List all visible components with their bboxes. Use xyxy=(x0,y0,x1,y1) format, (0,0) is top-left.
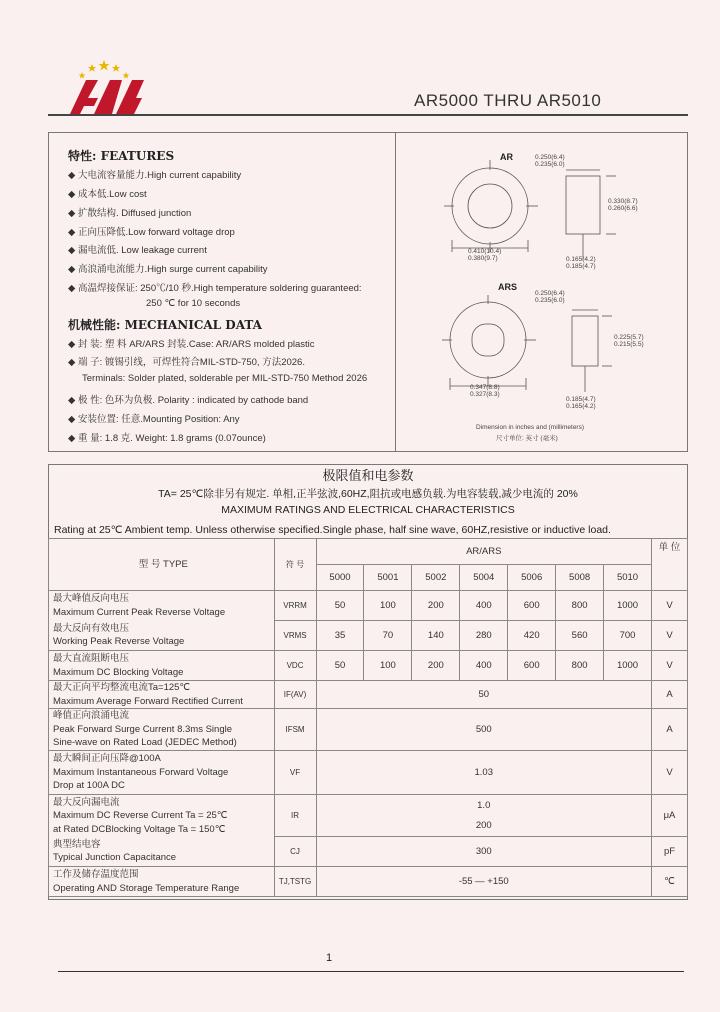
row-value: 140 xyxy=(412,621,460,651)
row-value: 100 xyxy=(364,591,412,621)
ar-dim-lead: 0.165(4.2) 0.185(4.7) xyxy=(566,256,596,270)
ar-label: AR xyxy=(500,152,513,162)
table-row xyxy=(49,795,688,837)
row-value: 200 xyxy=(412,591,460,621)
row-value: 100 xyxy=(364,651,412,681)
row-en2: at Rated DCBlocking Voltage Ta = 150℃ xyxy=(53,823,226,835)
table-row xyxy=(49,591,688,621)
row-value: 400 xyxy=(460,651,508,681)
bullet-icon: ◆ xyxy=(68,283,76,294)
rating-note: Rating at 25℃ Ambient temp. Unless otherwise specified.Single phase, half sine wave, 60HZ,resistive or inductive load. xyxy=(54,524,611,536)
row-value: 400 xyxy=(460,591,508,621)
row-en: Maximum Instantaneous Forward Voltage xyxy=(53,766,229,778)
bullet-icon: ◆ xyxy=(68,170,76,181)
ars-dim-body: 0.225(5.7) 0.215(5.5) xyxy=(614,334,644,348)
row-en: Operating AND Storage Temperature Range xyxy=(53,882,240,894)
table-row xyxy=(49,751,688,795)
feature-item: ◆ 大电流容量能力.High current capability xyxy=(68,170,242,181)
ratings-ta-note: TA= 25℃除非另有规定. 单相,正半弦波,60HZ,阻抗或电感负载.为电容装载,减少电流的 20% xyxy=(158,488,578,500)
row-unit: V xyxy=(651,591,687,621)
row-en: Maximum DC Blocking Voltage xyxy=(53,666,184,678)
features-title: 特性: FEATURES xyxy=(68,149,175,163)
row-value: 50 xyxy=(316,651,364,681)
row-en: Maximum DC Reverse Current Ta = 25℃ xyxy=(53,810,228,821)
header-rule xyxy=(48,114,688,116)
row-symbol: IR xyxy=(274,795,316,837)
row-en: Typical Junction Capacitance xyxy=(53,852,177,864)
bullet-icon: ◆ xyxy=(68,395,76,406)
bullet-icon: ◆ xyxy=(68,339,76,350)
ars-dim-top: 0.250(6.4) 0.235(6.0) xyxy=(535,290,565,304)
footer-rule xyxy=(58,971,684,972)
row-unit: V xyxy=(651,751,687,795)
bullet-icon: ◆ xyxy=(68,245,76,256)
feature-item: ◆ 高浪涌电流能力.High surge current capability xyxy=(68,264,268,275)
mechanical-title: 机械性能: MECHANICAL DATA xyxy=(68,318,262,332)
row-cn: 工作及储存温度范围 xyxy=(53,869,139,880)
ar-inner-circle xyxy=(468,184,512,228)
row-value: 700 xyxy=(604,621,652,651)
mechanical-item: ◆ 重 量: 1.8 克. Weight: 1.8 grams (0.07ounce) xyxy=(68,433,266,444)
table-row xyxy=(49,621,688,651)
feature-item: ◆ 扩散结构. Diffused junction xyxy=(68,208,192,219)
table-row xyxy=(49,867,688,897)
row-unit: A xyxy=(651,681,687,709)
row-symbol: VDC xyxy=(274,651,316,681)
row-value: 50 xyxy=(316,681,651,709)
row-cn: 最大峰值反向电压 xyxy=(53,593,130,605)
row-cn: 最大正向平均整流电流Ta=125℃ xyxy=(53,682,191,693)
ar-dim-circle: 0.410(10.4) 0.380(9.7) xyxy=(468,248,502,262)
row-unit: V xyxy=(651,621,687,651)
row-value: 800 xyxy=(556,651,604,681)
header-family: AR/ARS xyxy=(316,539,651,565)
ars-side-body xyxy=(572,316,598,366)
feature-item: ◆ 成本低.Low cost xyxy=(68,189,147,200)
ratings-table xyxy=(48,538,688,897)
row-value: 1.03 xyxy=(316,751,651,795)
company-logo xyxy=(64,58,148,118)
ars-dim-lead: 0.185(4.7) 0.165(4.2) xyxy=(566,396,596,410)
model-cell: 5004 xyxy=(460,565,508,591)
bullet-icon: ◆ xyxy=(68,208,76,219)
bullet-icon: ◆ xyxy=(68,433,76,444)
bullet-icon: ◆ xyxy=(68,264,76,275)
row-value: 50 xyxy=(316,591,364,621)
row-value-2: 200 xyxy=(475,819,492,831)
header-unit: 单 位 xyxy=(651,539,687,591)
row-en: Maximum Current Peak Reverse Voltage xyxy=(53,606,226,618)
row-cn: 典型结电容 xyxy=(53,838,101,850)
dimension-note-en: Dimension in inches and (millimeters) xyxy=(476,424,585,431)
row-value: 300 xyxy=(316,837,651,867)
row-value: 1000 xyxy=(604,651,652,681)
row-unit: A xyxy=(651,709,687,751)
row-cn: 最大反向漏电流 xyxy=(53,796,120,808)
row-symbol: CJ xyxy=(274,837,316,867)
ar-dim-body: 0.330(8.7) 0.260(6.6) xyxy=(608,198,638,212)
row-symbol: VRMS xyxy=(274,621,316,651)
row-en: Peak Forward Surge Current 8.3ms Single xyxy=(53,723,232,735)
ars-outer-circle xyxy=(450,302,526,378)
table-row xyxy=(49,837,688,867)
ar-dim-top: 0.250(6.4) 0.235(6.0) xyxy=(535,154,565,168)
ratings-title-cn: 极限值和电参数 xyxy=(322,469,414,484)
row-value: 420 xyxy=(508,621,556,651)
model-cell: 5002 xyxy=(412,565,460,591)
ar-side-body xyxy=(566,176,600,234)
mechanical-terminals-en: Terminals: Solder plated, solderable per MIL-STD-750 Method 2026 xyxy=(82,373,368,384)
row-en2: Sine-wave on Rated Load (JEDEC Method) xyxy=(53,737,237,749)
row-en2: Drop at 100A DC xyxy=(53,780,125,792)
row-value: 600 xyxy=(508,591,556,621)
model-cell: 5001 xyxy=(364,565,412,591)
row-value: 1.0 xyxy=(477,799,491,811)
row-value: 200 xyxy=(412,651,460,681)
ars-dim-circle: 0.347(8.8) 0.327(8.3) xyxy=(470,384,500,398)
row-symbol: VRRM xyxy=(274,591,316,621)
ar-outer-circle xyxy=(452,168,528,244)
table-row xyxy=(49,709,688,751)
mechanical-item: ◆ 封 装: 塑 料 AR/ARS 封装.Case: AR/ARS molded plastic xyxy=(68,339,315,350)
mechanical-item: ◆ 极 性: 色环为负极. Polarity : indicated by cathode band xyxy=(68,395,309,406)
row-cn: 最大直流阻断电压 xyxy=(53,653,130,664)
row-value: 600 xyxy=(508,651,556,681)
feature-continuation: 250 ℃ for 10 seconds xyxy=(146,298,241,309)
row-symbol: IF(AV) xyxy=(274,681,316,709)
row-value: 70 xyxy=(364,621,412,651)
ars-label: ARS xyxy=(498,282,518,292)
row-value: 500 xyxy=(316,709,651,751)
bullet-icon: ◆ xyxy=(68,357,76,368)
row-en: Working Peak Reverse Voltage xyxy=(53,636,185,648)
row-value: -55 — +150 xyxy=(316,867,651,897)
row-cn: 峰值正向浪涌电流 xyxy=(53,710,130,722)
header-symbol: 符 号 xyxy=(274,539,316,591)
mechanical-item: ◆ 安装位置: 任意.Mounting Position: Any xyxy=(68,414,240,425)
row-unit: μA xyxy=(651,795,687,837)
part-title: AR5000 THRU AR5010 xyxy=(414,91,602,110)
row-symbol: TJ,TSTG xyxy=(274,867,316,897)
row-value: 1000 xyxy=(604,591,652,621)
row-unit: V xyxy=(651,651,687,681)
row-symbol: VF xyxy=(274,751,316,795)
feature-item: ◆ 正向压降低.Low forward voltage drop xyxy=(68,227,235,238)
row-value: 560 xyxy=(556,621,604,651)
model-cell: 5010 xyxy=(604,565,652,591)
dimension-note-cn: 尺寸单位: 英寸 (毫米) xyxy=(496,435,558,442)
table-row xyxy=(49,651,688,681)
header-type: 型 号 TYPE xyxy=(49,539,275,591)
row-value: 280 xyxy=(460,621,508,651)
mechanical-item: ◆ 端 子: 镀锡引线，可焊性符合MIL-STD-750, 方法2026. xyxy=(68,357,305,368)
row-unit: ℃ xyxy=(651,867,687,897)
ars-inner-shape xyxy=(472,324,504,356)
row-symbol: IFSM xyxy=(274,709,316,751)
model-cell: 5000 xyxy=(316,565,364,591)
feature-item: ◆ 高温焊接保证: 250℃/10 秒.High temperature soldering guaranteed: xyxy=(68,283,362,294)
table-row xyxy=(49,681,688,709)
page-number: 1 xyxy=(326,952,333,964)
bullet-icon: ◆ xyxy=(68,189,76,200)
ratings-title-en: MAXIMUM RATINGS AND ELECTRICAL CHARACTERISTICS xyxy=(221,504,515,516)
row-en: Maximum Average Forward Rectified Current xyxy=(53,695,243,707)
model-cell: 5006 xyxy=(508,565,556,591)
row-unit: pF xyxy=(651,837,687,867)
bullet-icon: ◆ xyxy=(68,227,76,238)
model-cell: 5008 xyxy=(556,565,604,591)
row-value: 800 xyxy=(556,591,604,621)
row-cn: 最大瞬间正向压降@100A xyxy=(53,753,161,765)
row-value: 35 xyxy=(316,621,364,651)
bullet-icon: ◆ xyxy=(68,414,76,425)
row-cn: 最大反向有效电压 xyxy=(53,622,130,634)
feature-item: ◆ 漏电流低. Low leakage current xyxy=(68,245,207,256)
